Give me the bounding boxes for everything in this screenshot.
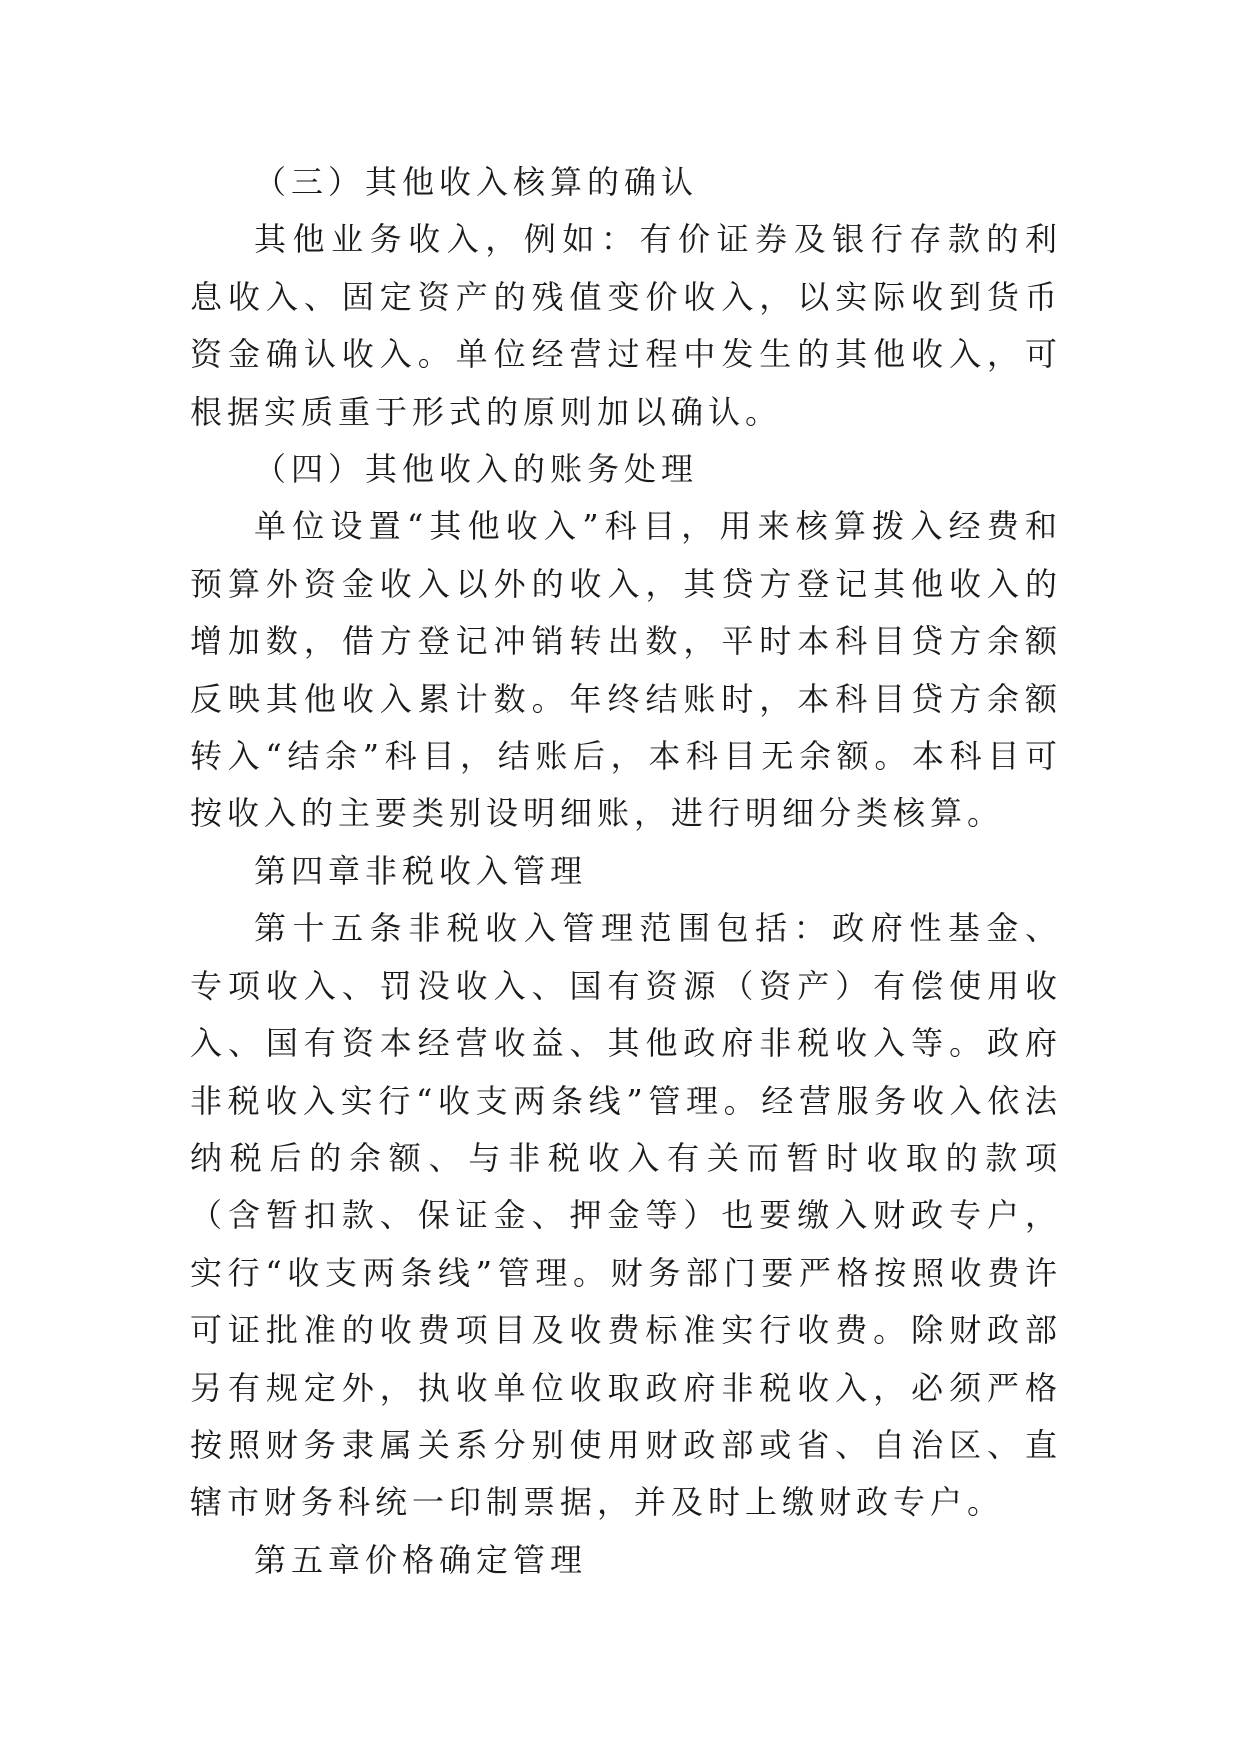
section-heading-other-income-accounting: （四）其他收入的账务处理	[254, 450, 699, 489]
chapter-heading-non-tax-income: 第四章非税收入管理	[254, 851, 588, 890]
paragraph-other-income-account: 单位设置“其他收入”科目，用来核算拨入经费和预算外资金收入以外的收入，其贷方登记其他收入的增加数，借方登记冲销转出数，平时本科目贷方余额反映其他收入累计数。年终结账时，本科目贷方余额转入“结余”科目，结账后，本科目无余额。本科目可按收入的主要类别设明细账，进行明细分类核算。	[190, 507, 1062, 833]
document-body	[190, 154, 1062, 1589]
section-heading-other-income-recognition: （三）其他收入核算的确认	[254, 163, 699, 201]
paragraph-other-business-income: 其他业务收入，例如：有价证券及银行存款的利息收入、固定资产的残值变价收入，以实际收到货币资金确认收入。单位经营过程中发生的其他收入，可根据实质重于形式的原则加以确认。	[190, 220, 1062, 431]
chapter-heading-price-determination: 第五章价格确定管理	[254, 1540, 588, 1579]
paragraph-article-15: 第十五条非税收入管理范围包括：政府性基金、专项收入、罚没收入、国有资源（资产）有偿使用收入、国有资本经营收益、其他政府非税收入等。政府非税收入实行“收支两条线”管理。经营服务收入依法纳税后的余额、与非税收入有关而暂时收取的款项（含暂扣款、保证金、押金等）也要缴入财政专户，实行“收支两条线”管理。财务部门要严格按照收费许可证批准的收费项目及收费标准实行收费。除财政部另有规定外，执收单位收取政府非税收入，必须严格按照财务隶属关系分别使用财政部或省、自治区、直辖市财务科统一印制票据，并及时上缴财政专户。	[190, 909, 1062, 1522]
